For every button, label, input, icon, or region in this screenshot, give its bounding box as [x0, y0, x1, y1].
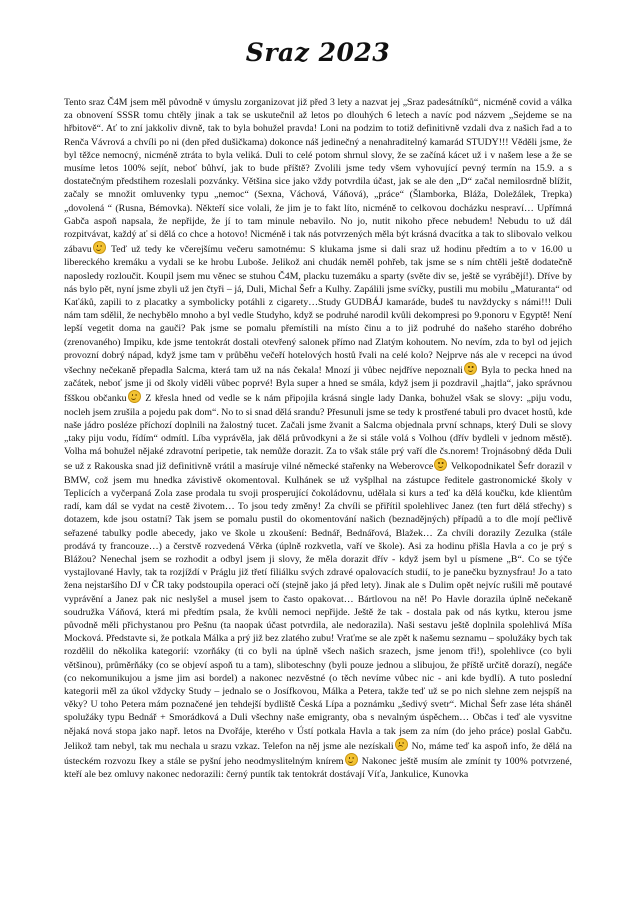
- text-segment: Teď už tedy ke včerejšímu večeru samotnému: S klukama jsme si dali sraz už hodinu předtím a to v 16.00 u libereckého kremáku a vydali se ke hrobu Luboše. Jelikož ani chudák neměl pohřeb, tak jsme se s ním chtěli ještě dodatečně naposledy rozloučit. Koupil jsem mu věnec se stuhou Č4M, placku tuzemáku a sparty (světe div se, ještě se vyrábějí!). Dříve by nás bylo pět, nyní jsme zbyli už jen čtyři – já, Duli, Michal Šefr a Kulhy. Zapálili jsme svíčky, pustili mu mobilu „Maturanta“ od Kaťáků, zapili to z placatky a symbolicky potáhli z cigarety…Study GUDBÁJ kamaráde, budeš tu navždycky s námi!!! Duli nám tam sdělil, že nechybělo mnoho a byl vedle Studyho, když se podruhé narodil kvůli dekompresi po 9.ponoru v Egyptě! Není lepší vegetit doma na gauči? Pak jsme se pomalu přemístili na místo činu a to již podruhé do našeho starého dobrého (zrenovaného) Impiku, kde jsme tentokrát dostali otevřený salonek přímo nad Zlatým kohoutem. No nevím, zda to byl od jejich provozní dobrý nápad, když jsme tam v průběhu večeří hotelových hostů řvali na celé kolo? Nejprve nás ale v recepci na úvod všechny nečekaně přepadla Salcma, která tam už na nás čekala! Mnozí ji vůbec nejdříve nepoznali: [64, 244, 572, 377]
- text-segment: Nakonec ještě musím ale zmínit ty 100% potvrzené, kteří ale bez omluvy nakonec nedorazili: černý puntík tak tentokrát dostávají Víťa, Jankulice, Kunovka: [64, 755, 572, 781]
- smiley-icon: [434, 458, 447, 471]
- body-paragraph: [64, 96, 572, 781]
- page-title: Sraz 2023: [245, 38, 391, 67]
- text-segment: Z křesla hned od vedle se k nám připojila krásná single lady Danka, bohužel však se slovy: „piju vodu, nocleh jsem zrušila a pojedu pak dom“. No to si snad dělá srandu? Přesunuli jsme se tedy k prostřené tabuli pro dvacet hostů, kde naše jádro posléze příchozí doplnili na žalostný tucet. Začali jsme žvanit a Salcma objednala první schnaps, který Duli se slovy „taky piju vodu, řídím“ odmítl. Líba vyprávěla, jak dělá průvodkyni a že si stále volá s Volhou (dřív bydleli v jednom městě). Volha má bohužel nějaké zdravotní peripetie, tak nemůže dorazit. Za to však stále prý vaří dle čs.norem! Trojnásobný děda Duli se už z Rakouska snad již definitivně vrátil a masíruje vilné německé stařenky na Weberovce: [64, 393, 572, 473]
- text-segment: Byla to pecka hned na začátek, neboť jsme ji od školy viděli vůbec poprvé! Byla super a hned se smála, když jsem ji pozdravil „hajtla“, jako správnou fšškou občanku: [64, 365, 572, 405]
- sad-face-icon: [395, 738, 408, 751]
- text-segment: No, máme teď ka aspoň info, že dělá na ústeckém rozvozu Ikey a stále se pyšní jeho neodmyslitelným knírem: [64, 740, 572, 767]
- text-segment: Tento sraz Č4M jsem měl původně v úmyslu zorganizovat již před 3 lety a nazvat jej „Sraz padesátníků“, nicméně covid a válka za obnovení SSSR tomu chtěly jinak a tak se uskutečnil až letos po dlouhých 6 letech a navíc pod názvem „Sejdeme se na hřbitově“. Ať to zní jakkoliv divně, tak to byla bohužel pravda! Loni na podzim to totiž definitivně vzdali dva z našich řad a to Renča Vávrová a chvíli po ni (den před dušičkama) dokonce náš jedinečný a nenahraditelný kamarád STUDY!!! Věděli jsme, že byl těžce nemocný, nicméně ztráta to byla veliká. Duli to celé potom shrnul slovy, že se začíná kácet už i v našem lese a že se musíme letos 100% sejít, neboť bůhví, jak to bude příště? Zvolili jsme tedy všem vyhovující pevný termín na 15.9. a s dostatečným předstihem rozeslali pozvánky. Většina sice jako vždy potvrdila účast, jak se ale den „D“ začal nemilosrdně blížit, začaly se množit omluvenky typu „nemoc“ (Sexna, Váchová, Váňová), „práce“ (Šlamborka, Bláža, Doležálek, Trepka) „dovolená “ (Rusna, Bémovka). Někteří sice volali, že jim je to fakt líto, nicméně to celkovou docházku nespraví… Upřímná Gabča aspoň napsala, že nepřijde, že jí to tam minule nebavilo. No jo, nutit nikoho přece nebudem! Nebudu to už dál rozpitvávat, každý ať si dělá co chce a hotovo! Nicméně i tak nás potvrzených měla být krásná dvacítka a tak to slibovalo velkou zábavu: [64, 97, 572, 256]
- text-segment: Velkopodnikatel Šefr dorazil v BMW, což jsem mu hnedka závistivě okomentoval. Kulhánek se už vyšplhal na zástupce ředitele gastronomické školy v Teplicích a vyčerpaná Zola zase prodala tu svoji prosperující čokoládovnu, udělala si kurs a teď ka dělá koučku, kde klientům radí, kam dál se vydat na cestě životem… To jsou tedy změny! Za chvíli se přiřítil spolehlivec Janez (ten furt dělá střechy) s dotazem, kde jsou ostatní? Tak jsem se pomalu pustil do okomentování našich (beznadějných) případů a to dle mojí pečlivě seřazené tabulky podle abecedy, jako ve škole u zkoušení: Bednář, Bednářová, Blažek… Za chvíli dorazily Zezulka (stále prodává ty francouze…) a čerstvě rozvedená Věrka (úplně rozkvetla, vaří ve škole). Asi za hodinu přišla Havla a co je prý s Blážou? Nenechal jsem se rozhodit a odbyl jsem ji slovy, že měla dorazit dřív - když jsem byl u písmene „B“. Co se týče vystajlované Havly, tak ta rozjíždí v Práglu již třetí filiálku svých zdravé opalovacích studií, to je panečku byznysfrau! Jo a tato žena nejstaršího DJ v ČR taky podstoupila operaci očí (stejně jako já před lety). Jinak ale s Dulim opět nejvíc rušili mě poutavé vyprávění a Janez pak nic neslyšel a musel jsem to často opakovat… Bártlovou na ně! Po Havle dorazila úplně nečekaně soudružka Váňová, která mi předtím psala, že kvůli nemoci nepřijde. Ještě že tak - dostala pak od nás kytku, kterou jsme původně měli přichystanou pro Pešnu (ta naopak účast potvrdila, ale nedorazila). Naši sestavu ještě doplnila spolehlivá Míša Mocková. Představte si, že potkala Málka a prý již bez zlatého zubu! Vraťme se ale zpět k našemu seznamu – spolužáky bych tak rozdělil do několika kategorií: vzorňáky (ti co byli na úplně všech našich srazech, jsme jenom tři!), spolehlivce (co byli většinou), průměrňáky (co se objeví aspoň tu a tam), sliboteschny (byli pouze jednou a slibujou, že příště určitě dorazí), negáče (co nekomunikujou a jsme jim asi bordel) a nakonec nezvěstné (o těch nevíme vůbec nic - ani kde bydlí). A tuto poslední kategorii měl za úkol vždycky Study – jednalo se o Josífkovou, Málka a Petera, takže teď už se po nich slehne zem nejspíš na věky? U toho Petera mám poznačené jen tehdejší bydliště Česká Lípa a poznámku „šedivý svetr“. Michal Šefr zase léta sháněl spolužáky typu Bednář + Smorádková a Duli všechny naše emigranty, oba s nevalným úspěchem… Občas i teď ale vysvitne nějaká nová stopa jako např. letos na Dvořáje, kterého v Ústí potkala Havla a tak jsem za ním (do jeho práce) poslal Gabču. Jelikož tam nebyl, tak mu nechala u srazu vzkaz. Telefon na něj jsme ale nezískali: [64, 461, 572, 752]
- smiley-icon: [128, 390, 141, 403]
- smiley-icon: [345, 753, 358, 766]
- smiley-icon: [464, 362, 477, 375]
- smiley-icon: [93, 241, 106, 254]
